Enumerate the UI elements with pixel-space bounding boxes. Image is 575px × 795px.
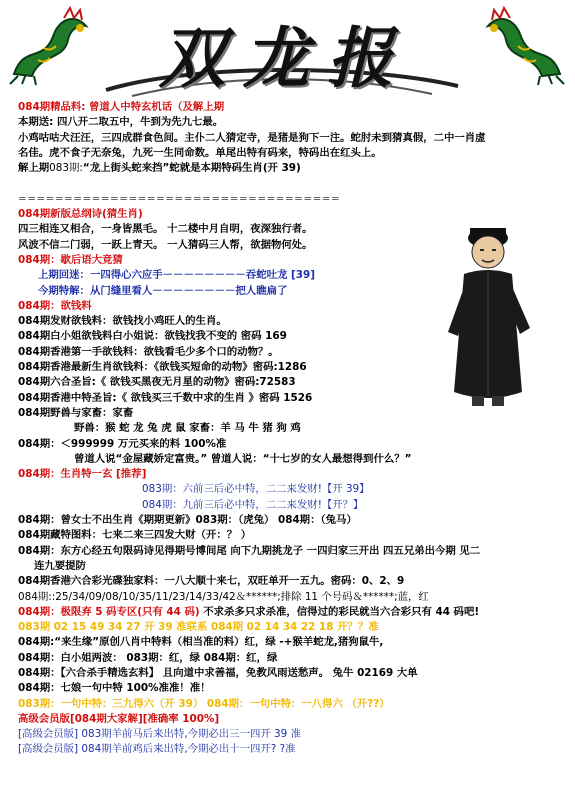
text-line	[18, 222, 568, 237]
text-segment: 084期：东方心经五句限码诗见得期号博间尾 向下九期挑龙子 一四归家三开出 四五兄弟出今期 见二	[18, 544, 481, 557]
text-segment: 今期特解：从门缝里看人－－－－－－－－把人瞧扁了	[38, 284, 288, 297]
text-segment: 084期新版总纲诗(猜生肖)	[18, 208, 143, 221]
text-line	[18, 742, 568, 757]
text-segment: 084期香港六合彩光碟独家料：一八大顺十来七，双旺单开一五九。密码：0、2、9	[18, 575, 405, 588]
text-segment: 084期香港第一手欲钱料：欲钱看毛少多个口的动物？。	[18, 345, 279, 358]
text-line	[18, 697, 568, 712]
text-line	[18, 192, 568, 207]
text-line	[18, 498, 568, 513]
text-segment: 连九要提防	[34, 559, 86, 572]
text-line	[18, 528, 568, 543]
text-line	[18, 651, 568, 666]
text-segment: 084期藏特图料：七来二来三四发大财（开：？ ）	[18, 529, 252, 542]
text-line	[18, 268, 568, 283]
text-line	[18, 620, 568, 635]
text-segment: 小鸡咕咕犬汪汪，三四成群食色间。主仆二人猜定寺，是猪是狗下一注。蛇肘未到猜真假，二中一肖虚	[18, 131, 486, 144]
text-segment: 084期：七娘一句中特 100%准准！准！	[18, 682, 211, 695]
text-line	[18, 314, 568, 329]
text-segment: 风波不信二门弱，一跃上青天。 一人猜码三人帮，欲据物何处。	[18, 238, 313, 251]
text-segment: 且向道中求善福，免教风雨送愁声。 兔牛 02169 大单	[159, 666, 418, 679]
text-segment: 高级会员版[084期大家解][准确率 100%]	[18, 712, 220, 725]
text-segment: 084期白小姐欲钱料白小姐说：欲钱找我不变的 密码 169	[18, 330, 287, 343]
text-line	[18, 161, 568, 176]
text-line	[18, 605, 568, 620]
text-line	[18, 681, 568, 696]
text-segment: 084期:“来生缘”原创八肖中特料（相当准的料）红，绿 -+猴羊蛇龙,猪狗鼠牛,	[18, 636, 384, 649]
text-line	[18, 482, 568, 497]
text-line	[18, 238, 568, 253]
text-line	[18, 299, 568, 314]
text-line	[18, 131, 568, 146]
text-line	[18, 437, 568, 452]
text-line	[18, 727, 568, 742]
text-segment: 曾道人说“金屋藏娇定富贵。” 曾道人说：“十七岁的女人最想得到什么？”	[74, 452, 412, 465]
text-line	[18, 635, 568, 650]
text-segment: 084期::25/34/09/08/10/35/11/23/14/33/42＆******;排除 11 个号码＆******;蓝，红	[18, 590, 429, 603]
text-segment: 四三相连又相合，一身皆黑毛。 十二楼中月自明，夜深独行者。	[18, 223, 313, 236]
text-line	[18, 329, 568, 344]
text-segment: [高级会员版] 083期羊前马后来出特,今期必出三一四开 39 准	[18, 728, 301, 741]
text-line	[18, 666, 568, 681]
text-segment: 解上期	[18, 162, 50, 175]
text-segment: 084期：欲钱料	[18, 299, 92, 312]
text-line	[18, 712, 568, 727]
text-line	[18, 345, 568, 360]
text-line	[18, 452, 568, 467]
text-line	[18, 253, 568, 268]
text-line	[18, 146, 568, 161]
text-line	[18, 559, 568, 574]
text-segment: 084期：一句中特：一八得六 （开??）	[203, 697, 390, 710]
newspaper-title: 双龙报	[159, 19, 411, 97]
text-segment: 084期香港最新生肖欲钱料：《欲钱买短命的动物》密码:1286	[18, 361, 307, 374]
text-segment: 084期：曾女士不出生肖《期期更新》083期：（虎兔） 084期：（兔马）	[18, 514, 357, 527]
text-line	[18, 115, 568, 130]
text-segment: [高级会员版] 084期羊前鸡后来出特,今期必出十一四开? ?准	[18, 743, 296, 756]
text-line	[18, 406, 568, 421]
text-segment: 084期：生肖特一玄 [推荐]	[18, 468, 147, 481]
text-segment: 083期:	[49, 162, 83, 175]
text-segment: 084期 02 14 34 22 18 开？？准	[207, 621, 379, 634]
text-segment: ===================================	[18, 192, 341, 205]
text-segment: 084期发财欲钱料：欲钱找小鸡旺人的生肖。	[18, 315, 227, 328]
text-segment: 083期 02 15 49 34 27 开 39 准联系	[18, 621, 208, 634]
text-segment: 084期香港中特圣旨:《 欲钱买三千数中求的生肖 》密码 1526	[18, 391, 313, 404]
text-line	[18, 100, 568, 115]
right-dragon-icon	[478, 4, 570, 88]
text-segment: 083期：一句中特：三九得六（开 39）	[18, 697, 204, 710]
text-segment: 084期：九前三后必中特，二二来发财!【开？】	[142, 498, 364, 511]
text-segment: 084期：白小姐两波： 083期：红，绿 084期：红，绿	[18, 651, 278, 664]
text-line	[18, 284, 568, 299]
text-line	[18, 544, 568, 559]
text-line	[18, 360, 568, 375]
text-segment: 083期：六前三后必中特，二二来发财!【开 39】	[142, 483, 370, 496]
text-segment: “龙上街头蛇来挡”蛇就是本期特码生肖(开 39)	[82, 162, 301, 175]
text-segment: 084期：【六合杀手精选玄料】	[18, 666, 160, 679]
text-segment: 084期精品料: 曾道人中特玄机话（及解上期	[18, 101, 225, 113]
text-segment: 084期：歇后语大竞猜	[18, 253, 123, 266]
text-segment: 上期回迷：一四得心六应手－－－－－－－－吞蛇吐龙 [39]	[38, 269, 315, 282]
masthead	[0, 0, 575, 104]
text-segment: 084期野兽与家畜：家畜	[18, 406, 134, 419]
text-segment: 野兽：猴 蛇 龙 兔 虎 鼠 家畜：羊 马 牛 猪 狗 鸡	[74, 422, 301, 435]
text-segment: 084期：极限弃 5 码专区(只有 44 码)	[18, 605, 200, 618]
text-line	[18, 207, 568, 222]
text-segment: 不求杀多只求杀准，信得过的彩民就当六合彩只有 44 码吧!	[199, 605, 480, 618]
text-line	[18, 391, 568, 406]
text-line	[18, 513, 568, 528]
left-dragon-icon	[4, 4, 96, 88]
text-line	[18, 421, 568, 436]
text-line	[18, 176, 568, 191]
text-line	[18, 467, 568, 482]
text-line	[18, 590, 568, 605]
article-body	[18, 100, 568, 758]
text-segment: 本期送: 四八开二取五中，牛到为先九七最。	[18, 116, 224, 129]
text-segment: 名佳。虎不食子无奈兔，九死一生同命数。单尾出特有码来，特码出在红头上。	[18, 146, 382, 159]
text-segment: 084期六合圣旨:《 欲钱买黑夜无月星的动物》密码:72583	[18, 376, 296, 389]
text-segment: 084期：＜999999 万元买来的料 100%准	[18, 437, 227, 450]
text-line	[18, 574, 568, 589]
text-line	[18, 375, 568, 390]
